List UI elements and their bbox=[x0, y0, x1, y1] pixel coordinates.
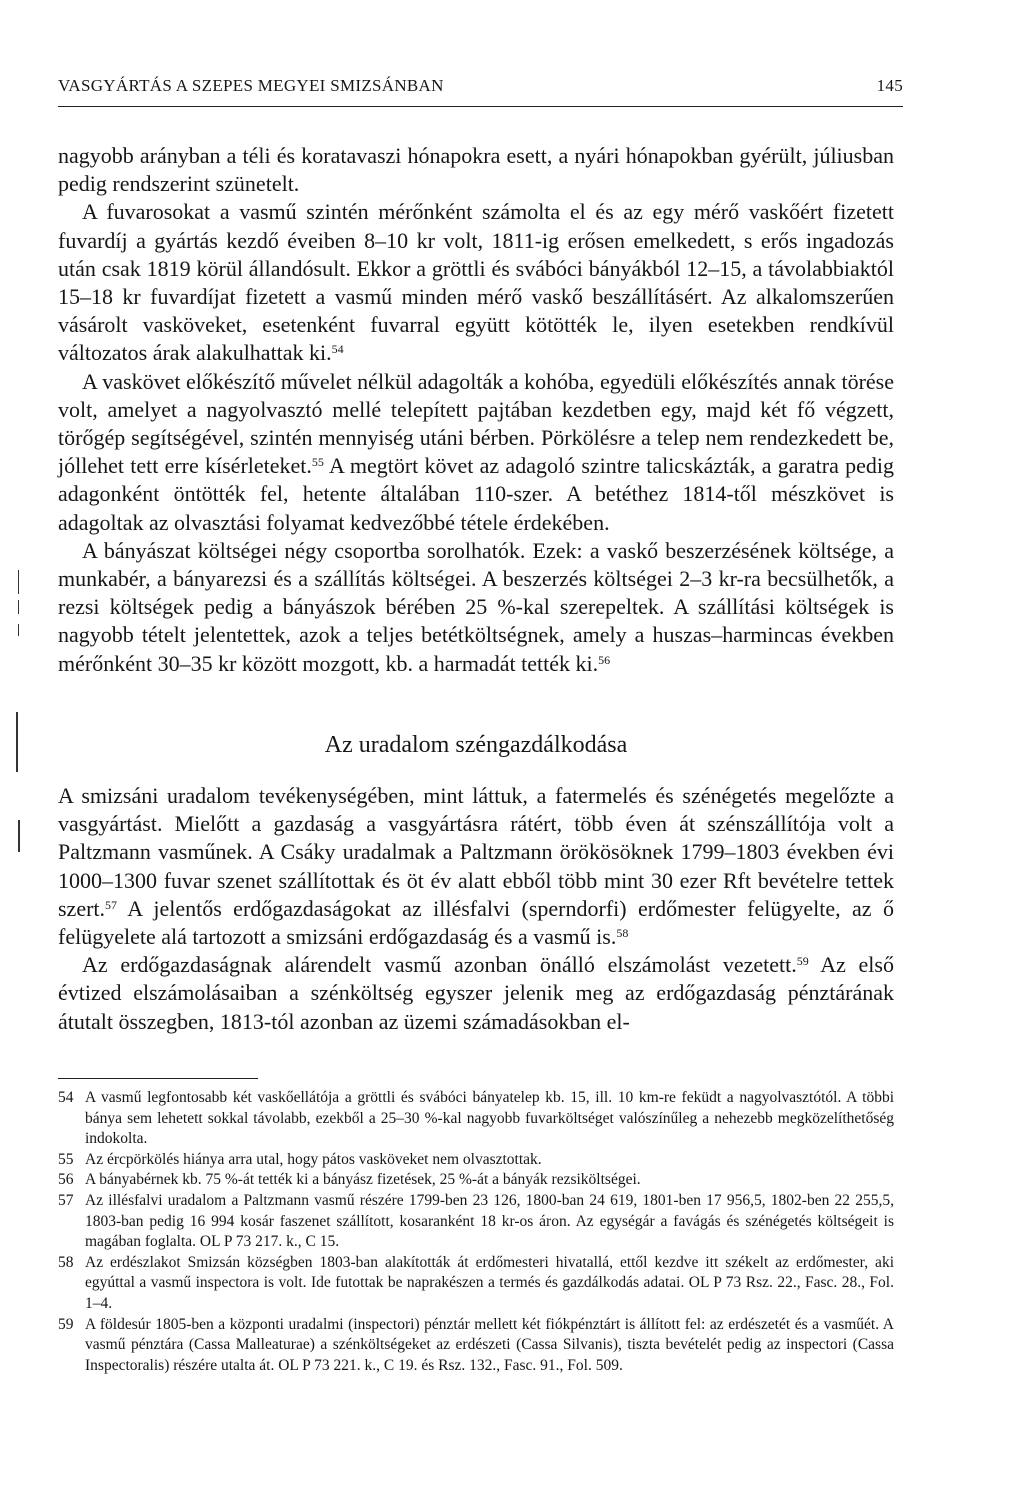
running-header bbox=[58, 70, 903, 107]
paragraph: A bányászat költségei négy csoportba sorolhatók. Ezek: a vaskő beszerzésének költsége, a munkabér, a bányarezsi és a szállítás költségei. A beszerzés költségei 2–3 kr-ra becsülhetők, a rezsi költségek pedig a bányászok bérében 25 %-kal szerepeltek. A szállítási költségek is nagyobb tételt jelentettek, azok a teljes betétköltségnek, amely a huszas–harmincas években mérőnként 30–35 kr között mozgott, kb. a harmadát tették ki.$^{56}$ bbox=[58, 537, 894, 676]
running-title: VASGYÁRTÁS A SZEPES MEGYEI SMIZSÁNBAN bbox=[58, 76, 444, 95]
footnote-number: 57 bbox=[58, 1191, 74, 1209]
footnote-number: 58 bbox=[58, 1253, 74, 1271]
paragraph: A fuvarosokat a vasmű szintén mérőnként számolta el és az egy mérő vaskőért fizetett fuvardíj a gyártás kezdő éveiben 8–10 kr volt, 1811-ig erősen emelkedett, s erős ingadozás után csak 1819 körül állandósult. Ekkor a gröttli és svábóci bányákból 12–15, a távolabbiaktól 15–18 kr fuvardíjat fizetett a vasmű minden mérő vaskő beszállításért. Az alkalomszerűen vásárolt vasköveket, esetenként fuvarral együtt kötötték le, ilyen esetekben rendkívül változatos árak alakulhattak ki.$^{54}$ bbox=[58, 199, 894, 366]
footnote-text: Az erdészlakot Smizsán községben 1803-ban alakították át erdőmesteri hivatallá, ettől kezdve itt székelt az erdőmester, aki egyúttal a vasmű inspectora is volt. Ide futottak be naprakészen a termés és gazdálkodás adatai. OL P 73 Rsz. 22., Fasc. 28., Fol. 1–4. bbox=[85, 1253, 894, 1312]
footnote-ref[interactable]: 55 bbox=[311, 455, 324, 470]
paragraph: A vaskövet előkészítő művelet nélkül adagolták a kohóba, egyedüli előkészítés annak törése volt, amelyet a nagyolvasztó mellé telepített pajtában kezdetben egy, majd két fő végzett, törőgép segítségével, szintén mennyiség utáni bérben. Pörkölésre a telep nem rendezkedett be, jóllehet tett erre kísérleteket.$^{55}$ A megtört követ az adagoló szintre talicskázták, a garatra pedig adagonként öntötték fel, hetente általában 110-szer. A betéthez 1814-től mészkövet is adagoltak az olvasztási folyamat kedvezőbbé tétele érdekében. bbox=[58, 368, 894, 535]
scan-margin-mark bbox=[18, 600, 19, 614]
footnote-text: A bányabérnek kb. 75 %-át tették ki a bányász fizetések, 25 %-át a bányák rezsiköltségei. bbox=[85, 1171, 641, 1189]
footnote-divider bbox=[58, 1078, 258, 1079]
footnote-ref[interactable]: 58 bbox=[616, 926, 629, 941]
footnote-text: A vasmű legfontosabb két vaskőellátója a gröttli és svábóci bányatelep kb. 15, ill. 10 km-re feküdt a nagyolvasztótól. A többi bánya sem lehetett sokkal távolabb, ezekből a 25–30 %-kal nagyobb fuvarköltséget valószínűleg a nehezebb megközelíthetőség indokolta. bbox=[85, 1089, 894, 1148]
page-number: 145 bbox=[876, 76, 903, 95]
footnote-number: 56 bbox=[58, 1171, 74, 1189]
scan-margin-mark bbox=[18, 820, 20, 852]
footnote bbox=[58, 1150, 894, 1171]
scan-margin-mark bbox=[18, 570, 19, 594]
footnote bbox=[58, 1088, 894, 1150]
footnote-number: 54 bbox=[58, 1089, 74, 1106]
footnote-number: 55 bbox=[58, 1150, 74, 1168]
footnote bbox=[58, 1315, 894, 1377]
footnote bbox=[58, 1191, 894, 1253]
footnotes bbox=[58, 1088, 894, 1376]
main-text-block-2 bbox=[58, 782, 894, 1036]
footnote-text: Az illésfalvi uradalom a Paltzmann vasmű részére 1799-ben 23 126, 1800-ban 24 619, 1801-ben 17 956,5, 1802-ben 22 255,5, 1803-ban pedig 16 994 kosár faszenet szállított, kosaranként 18 kr-os áron. Az egységár a favágás és szénégetés költségeit is magában foglalta. OL P 73 217. k., C 15. bbox=[85, 1191, 894, 1251]
footnote-text: Az ércpörkölés hiánya arra utal, hogy pátos vasköveket nem olvasztottak. bbox=[85, 1150, 542, 1168]
main-text-block-1 bbox=[58, 142, 894, 678]
footnote-number: 59 bbox=[58, 1315, 74, 1333]
footnote bbox=[58, 1170, 894, 1191]
scan-margin-mark bbox=[16, 712, 18, 772]
scan-margin-mark bbox=[18, 624, 19, 636]
footnote-ref[interactable]: 59 bbox=[796, 954, 809, 969]
footnote-ref[interactable]: 56 bbox=[598, 652, 611, 667]
footnote-ref[interactable]: 54 bbox=[331, 342, 344, 357]
footnote-ref[interactable]: 57 bbox=[105, 897, 118, 912]
paragraph: A smizsáni uradalom tevékenységében, mint láttuk, a fatermelés és szénégetés megelőzte a vasgyártást. Mielőtt a gazdaság a vasgyártásra rátért, több éven át szénszállítója volt a Paltzmann vasműnek. A Csáky uradalmak a Paltzmann örökösöknek 1799–1803 években évi 1000–1300 fuvar szenet szállítottak és öt év alatt ebből több mint 30 ezer Rft bevételre tettek szert.$^{57}$ A jelentős erdőgazdaságokat az illésfalvi (sperndorfi) erdőmester felügyelte, az ő felügyelete alá tartozott a smizsáni erdőgazdaság és a vasmű is.$^{58}$ bbox=[58, 783, 894, 950]
footnote-text: A földesúr 1805-ben a központi uradalmi (inspectori) pénztár mellett két fiókpénztárt is állított fel: az erdészetét és a vasműét. A vasmű pénztára (Cassa Malleaturae) a szénköltségeket az erdészeti (Cassa Silvanis), tiszta bevételét pedig az inspectori (Cassa Inspectoralis) részére utalta át. OL P 73 221. k., C 19. és Rsz. 132., Fasc. 91., Fol. 509. bbox=[85, 1315, 894, 1374]
paragraph: nagyobb arányban a téli és koratavaszi hónapokra esett, a nyári hónapokban gyérült, júliusban pedig rendszerint szünetelt. bbox=[58, 143, 894, 197]
paragraph: Az erdőgazdaságnak alárendelt vasmű azonban önálló elszámolást vezetett.$^{59}$ Az első évtized elszámolásaiban a szénköltség egyszer jelenik meg az erdőgazdaság pénztárának átutalt összegben, 1813-tól azonban az üzemi számadásokban el- bbox=[58, 952, 894, 1034]
footnote bbox=[58, 1253, 894, 1315]
section-heading: Az uradalom széngazdálkodása bbox=[324, 732, 628, 758]
